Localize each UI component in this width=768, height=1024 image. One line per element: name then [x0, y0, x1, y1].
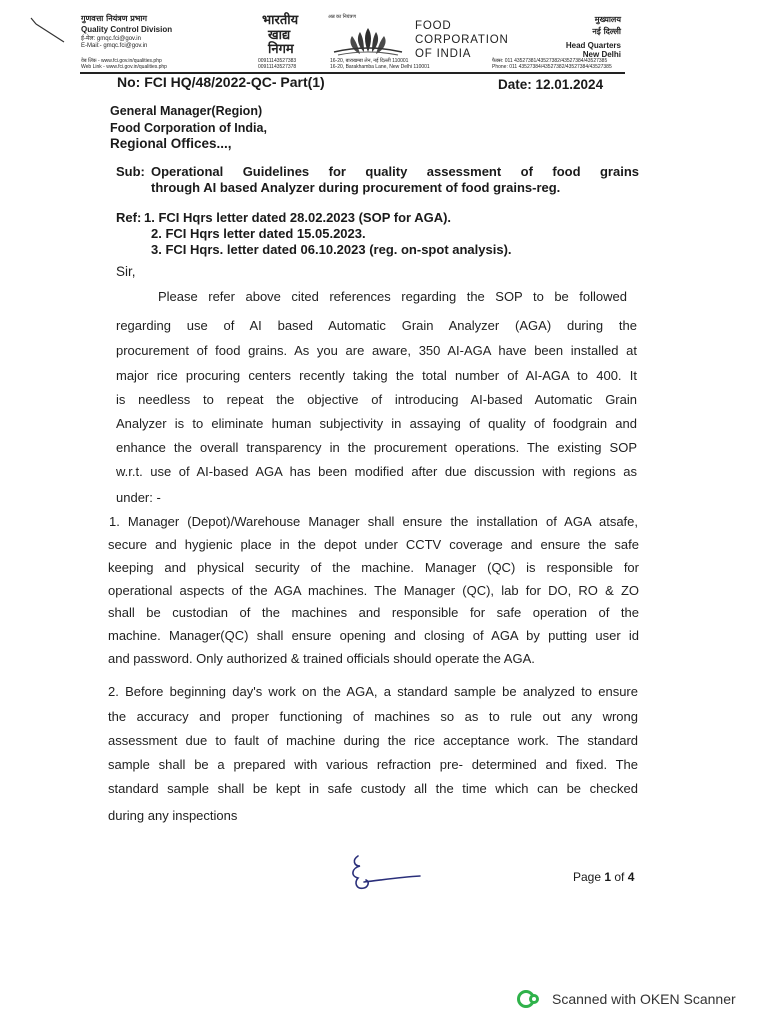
point2-line-2: the accuracy and proper functioning of machines so as to rule out any wrong [108, 709, 638, 724]
point1-line-3: keeping and physical security of the machine. Manager (QC) is responsible for [108, 560, 639, 575]
intro-line-1: Please refer above cited references regarding the SOP to be followed [158, 289, 627, 304]
scanner-text: Scanned with OKEN Scanner [552, 991, 736, 1007]
intro-line-8: w.r.t. use of AI-based AGA has been modified after due discussion with regions as [116, 464, 637, 479]
logo-caption: अन्न का नियंत्रण [328, 14, 356, 20]
scanner-logo-icon [516, 989, 542, 1009]
salutation: Sir, [116, 264, 136, 279]
intro-line-5: is needless to repeat the objective of introducing AI-based Automatic Grain [116, 392, 637, 407]
point2-line-1: 2. Before beginning day's work on the AGA, a standard sample be analyzed to ensure [108, 684, 638, 699]
hindi-name-2: खाद्य [268, 28, 291, 43]
hindi-name-3: निगम [268, 42, 294, 57]
corner-mark [28, 14, 68, 46]
page-prefix: Page [573, 870, 605, 884]
reference-item-3: 3. FCI Hqrs. letter dated 06.10.2023 (reg. on-spot analysis). [151, 242, 512, 257]
intro-line-6: Analyzer is to eliminate human subjectivity in assaying of quality of foodgrain and [116, 416, 637, 431]
intro-line-4: major rice procuring centers recently taking the total number of AI-AGA to 400. It [116, 368, 637, 383]
org-name-3: OF INDIA [415, 48, 472, 60]
web-link-english: Web Link - www.fci.gov.in/qualities.php [81, 64, 167, 70]
point2-line-3: assessment due to fault of machine during the rice acceptance work. The standard [108, 733, 638, 748]
email-english: E-Mail:- gmqc.fci@gov.in [81, 43, 148, 49]
point2-line-4: sample shall be a prepared with various refraction pre- determined and fixed. The [108, 757, 638, 772]
addressee-line-3: Regional Offices..., [110, 136, 232, 151]
email-hindi: ई-मेल: gmqc.fci@gov.in [81, 36, 141, 42]
point2-line-5: standard sample shall be kept in safe custody all the time which can be checked [108, 781, 638, 796]
intro-line-2: regarding use of AI based Automatic Grain Analyzer (AGA) during the [116, 318, 637, 333]
hq-english-2: New Delhi [582, 50, 621, 59]
point2-line-6: during any inspections [108, 808, 238, 823]
subject-line-1: Operational Guidelines for quality assessment of food grains [151, 164, 639, 179]
reference-item-1: 1. FCI Hqrs letter dated 28.02.2023 (SOP for AGA). [144, 210, 452, 225]
subject-label: Sub: [116, 164, 145, 179]
org-name-2: CORPORATION [415, 34, 509, 46]
point1-line-5: shall be custodian of the machines and responsible for safe operation of the [108, 605, 639, 620]
intro-line-3: procurement of food grains. As you are aware, 350 AI-AGA have been installed at [116, 343, 637, 358]
reference-number: No: FCI HQ/48/2022-QC- Part(1) [117, 74, 325, 90]
reference-item-2: 2. FCI Hqrs letter dated 15.05.2023. [151, 226, 366, 241]
phone-2: 00911143527378 [258, 64, 297, 70]
point1-line-2: secure and hygienic place in the depot under CCTV coverage and ensure the safe [108, 537, 639, 552]
intro-line-7: enhance the overall transparency in the procurement operations. The existing SOP [116, 440, 637, 455]
org-name-1: FOOD [415, 20, 452, 32]
page-current: 1 [604, 870, 612, 884]
address-english: 16-20, Barakhamba Lane, New Delhi 110001 [330, 64, 430, 70]
page-of: of [611, 870, 628, 884]
address-hindi: 16-20, बाराखम्बा लेन, नई दिल्ली 110001 [330, 58, 409, 64]
qc-division-hindi: गुणवत्ता नियंत्रण प्रभाग [81, 14, 148, 23]
point1-line-4: operational aspects of the AGA machines. The Manager (QC), lab for DO, RO & ZO [108, 583, 639, 598]
addressee-line-1: General Manager(Region) [110, 104, 263, 118]
page-total: 4 [627, 870, 635, 884]
point1-line-6: machine. Manager(QC) shall ensure opening and closing of AGA by putting user id [108, 628, 639, 643]
point1-line-7: and password. Only authorized & trained officials should operate the AGA. [108, 651, 535, 666]
signature-initials [342, 852, 426, 896]
subject-line-2: through AI based Analyzer during procurement of food grains-reg. [151, 180, 561, 195]
addressee-line-2: Food Corporation of India, [110, 121, 267, 135]
fax-english: Phone: 011 43527384/43527382/43527384/43527385 [492, 64, 612, 70]
scanner-watermark [516, 989, 736, 1009]
hindi-name-1: भारतीय [262, 13, 299, 28]
page-number [573, 870, 634, 884]
hq-english-1: Head Quarters [565, 41, 621, 50]
hq-hindi-1: मुख्यालय [594, 15, 621, 24]
intro-line-9: under: - [116, 490, 161, 505]
web-link-hindi: वेब लिंक - www.fci.gov.in/qualities.php [81, 58, 162, 64]
qc-division-label: Quality Control Division [81, 25, 173, 34]
letter-date: Date: 12.01.2024 [498, 77, 604, 92]
hq-hindi-2: नई दिल्ली [592, 27, 621, 36]
references-label: Ref: [116, 210, 142, 225]
point1-line-1: 1. Manager (Depot)/Warehouse Manager shall ensure the installation of AGA atsafe, [109, 514, 638, 529]
phone-1: 00911143527383 [258, 58, 297, 64]
fax-hindi: फैक्स: 011 43527381/43527382/43527384/43527385 [492, 58, 608, 64]
fci-logo [330, 22, 406, 58]
